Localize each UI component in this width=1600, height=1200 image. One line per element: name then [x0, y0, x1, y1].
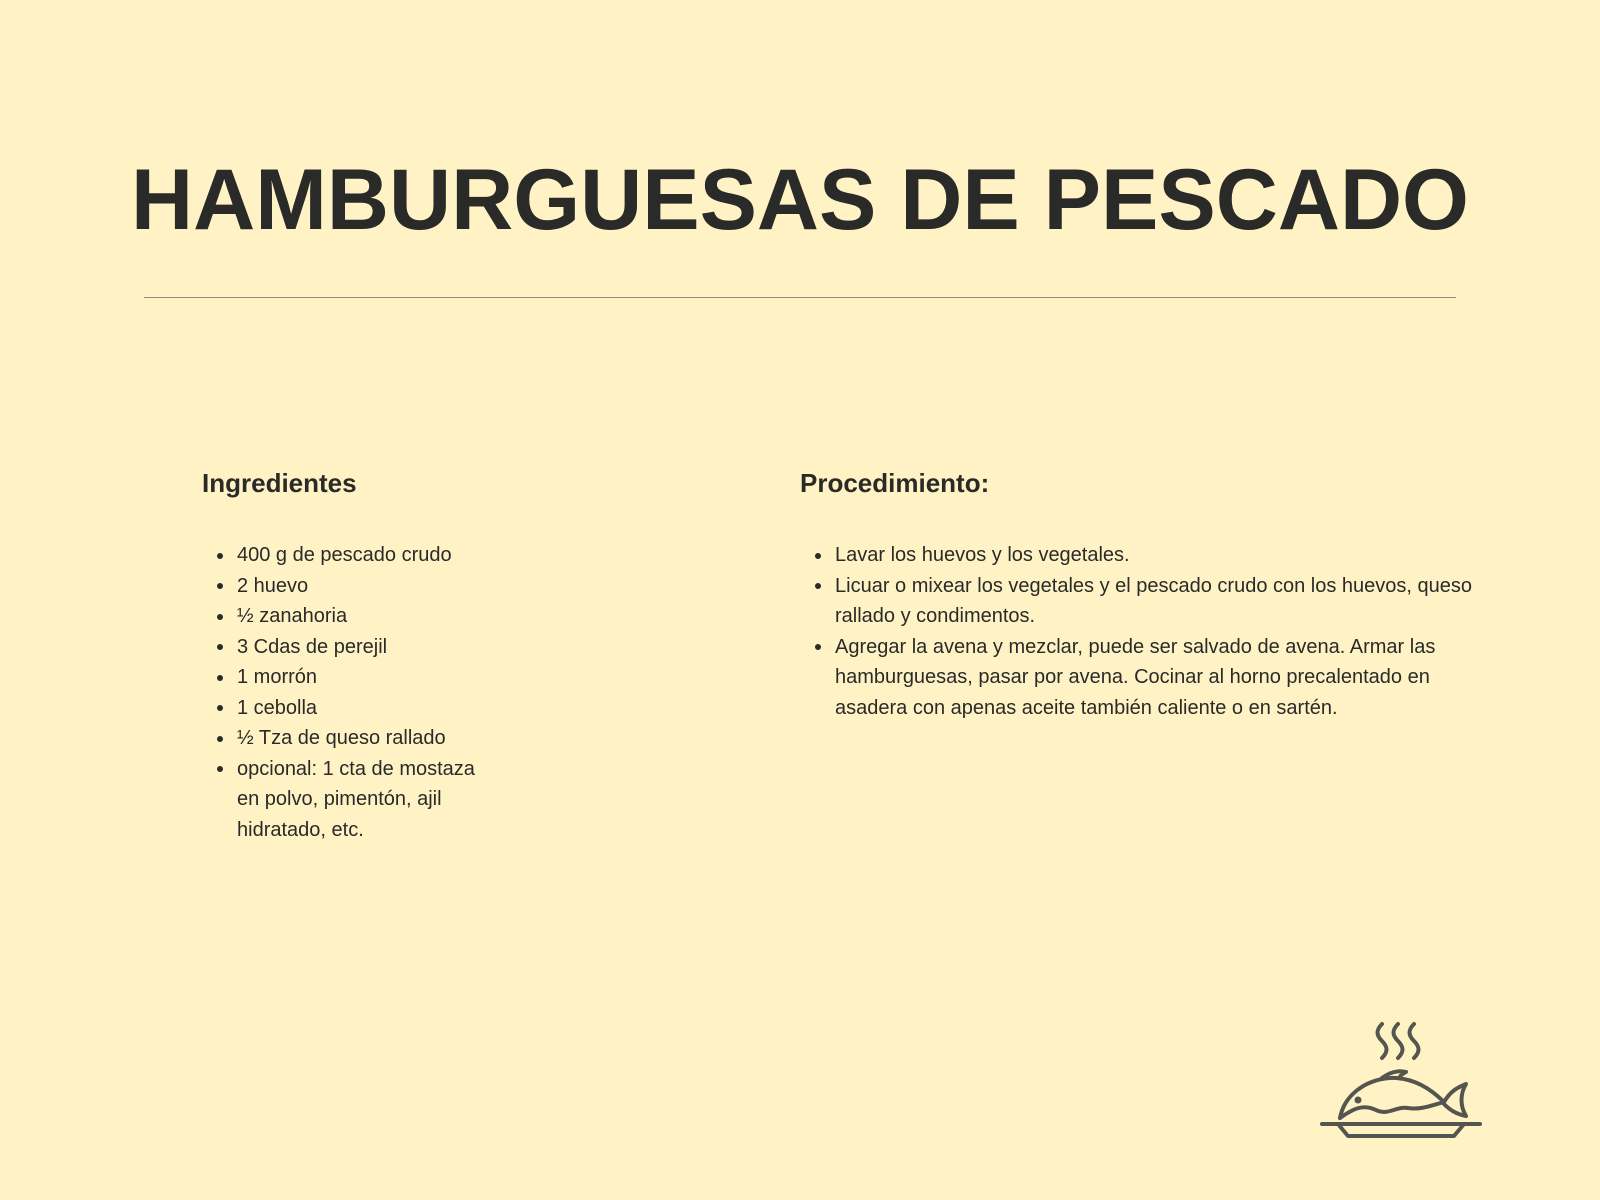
- ingredient-item: 1 cebolla: [237, 693, 497, 724]
- procedure-step: Licuar o mixear los vegetales y el pescado crudo con los huevos, queso rallado y condimentos.: [835, 571, 1480, 632]
- ingredients-heading: Ingredientes: [202, 468, 357, 498]
- title-divider: [144, 297, 1456, 298]
- procedure-step: Lavar los huevos y los vegetales.: [835, 540, 1480, 571]
- ingredients-section: [202, 466, 522, 845]
- ingredient-item: opcional: 1 cta de mostaza en polvo, pimentón, ajil hidratado, etc.: [237, 754, 497, 846]
- ingredient-item: 1 morrón: [237, 662, 497, 693]
- procedure-list: [800, 540, 1480, 723]
- ingredient-item: ½ zanahoria: [237, 601, 497, 632]
- ingredient-item: 2 huevo: [237, 571, 497, 602]
- hot-fish-dish-icon: [1320, 1018, 1482, 1142]
- ingredient-item: ½ Tza de queso rallado: [237, 723, 497, 754]
- ingredient-item: 3 Cdas de perejil: [237, 632, 497, 663]
- ingredient-item: 400 g de pescado crudo: [237, 540, 497, 571]
- procedure-section: [800, 466, 1480, 723]
- procedure-step: Agregar la avena y mezclar, puede ser salvado de avena. Armar las hamburguesas, pasar por avena. Cocinar al horno precalentado en asadera con apenas aceite también caliente o en sartén.: [835, 632, 1480, 724]
- ingredients-list: [202, 540, 497, 845]
- page-title: HAMBURGUESAS DE PESCADO: [131, 152, 1469, 248]
- procedure-heading: Procedimiento:: [800, 468, 990, 498]
